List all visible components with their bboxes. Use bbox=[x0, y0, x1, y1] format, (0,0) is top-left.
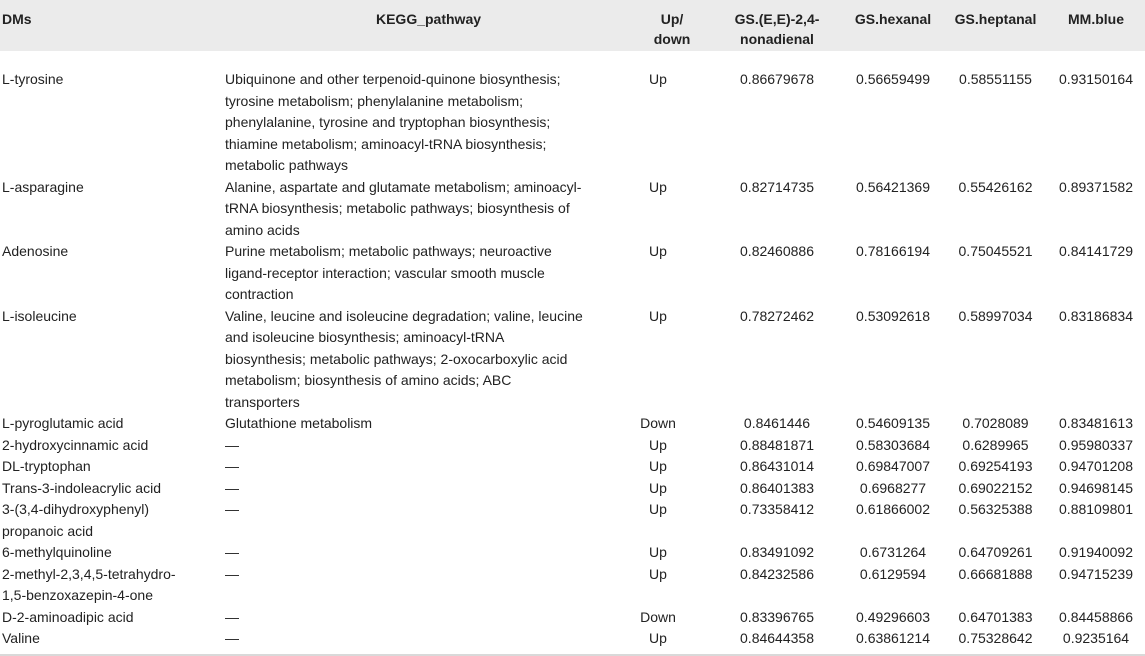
table-row bbox=[0, 306, 1145, 414]
cell-dm-line: 3-(3,4-dihydroxyphenyl) bbox=[2, 501, 150, 517]
cell-dm-line: L-pyroglutamic acid bbox=[2, 415, 124, 431]
cell-up-down: Up bbox=[649, 479, 667, 496]
cell-dm-line: Adenosine bbox=[2, 243, 69, 259]
cell-dm bbox=[0, 177, 225, 242]
cell-dm bbox=[0, 564, 225, 607]
cell-gs-hexanal: 0.58303684 bbox=[856, 436, 930, 453]
header-dms: DMs bbox=[2, 11, 32, 27]
cell-kegg-pathway-line: contraction bbox=[225, 286, 294, 302]
cell-kegg-pathway bbox=[225, 542, 632, 564]
cell-gs-hexanal: 0.6129594 bbox=[859, 565, 927, 582]
table-row bbox=[0, 628, 1145, 650]
cell-kegg-pathway-line: and isoleucine biosynthesis; aminoacyl-tRNA bbox=[225, 329, 505, 345]
cell-gs-nonadienal: 0.83491092 bbox=[740, 544, 814, 560]
cell-kegg-pathway-line: ligand-receptor interaction; vascular smooth muscle bbox=[225, 264, 545, 281]
header-up-down-line1: Up/ bbox=[660, 11, 684, 27]
cell-kegg-pathway-line: — bbox=[225, 544, 239, 560]
cell-dm-line: DL-tryptophan bbox=[2, 458, 91, 474]
cell-dm-line: D-2-aminoadipic acid bbox=[2, 608, 134, 625]
header-gs-nonadienal-line2: nonadienal bbox=[740, 31, 814, 47]
cell-dm bbox=[0, 607, 225, 629]
cell-kegg-pathway-line: thiamine metabolism; aminoacyl-tRNA biosynthesis; bbox=[225, 135, 547, 152]
cell-up-down: Up bbox=[649, 436, 667, 453]
cell-gs-hexanal: 0.49296603 bbox=[856, 608, 930, 625]
table-row bbox=[0, 241, 1145, 306]
table-header-row bbox=[0, 0, 1145, 51]
cell-gs-nonadienal: 0.82714735 bbox=[740, 178, 814, 195]
cell-gs-heptanal: 0.75045521 bbox=[958, 243, 1033, 259]
table-body bbox=[0, 51, 1145, 650]
cell-dm-line: 6-methylquinoline bbox=[2, 544, 112, 560]
cell-dm-line: L-asparagine bbox=[2, 178, 84, 195]
cell-kegg-pathway-line: — bbox=[225, 501, 239, 517]
cell-dm-line: L-tyrosine bbox=[2, 71, 64, 87]
cell-gs-hexanal: 0.54609135 bbox=[856, 415, 930, 431]
cell-mm-blue: 0.94715239 bbox=[1059, 565, 1133, 582]
cell-gs-heptanal: 0.55426162 bbox=[958, 178, 1033, 195]
cell-kegg-pathway-line: — bbox=[225, 608, 239, 625]
table-row bbox=[0, 177, 1145, 242]
cell-kegg-pathway-line: — bbox=[225, 479, 239, 496]
cell-kegg-pathway-line: tRNA biosynthesis; metabolic pathways; biosynthesis of bbox=[225, 200, 570, 216]
cell-gs-heptanal: 0.6289965 bbox=[962, 436, 1029, 453]
cell-dm-line: Trans-3-indoleacrylic acid bbox=[2, 479, 161, 496]
cell-up-down: Up bbox=[649, 544, 667, 560]
cell-dm bbox=[0, 456, 225, 478]
cell-up-down: Down bbox=[640, 415, 676, 431]
cell-gs-nonadienal: 0.8461446 bbox=[743, 415, 811, 431]
cell-up-down: Down bbox=[640, 608, 676, 625]
cell-mm-blue: 0.88109801 bbox=[1059, 501, 1133, 517]
cell-gs-heptanal: 0.75328642 bbox=[958, 630, 1033, 646]
cell-kegg-pathway bbox=[225, 177, 632, 242]
table-row bbox=[0, 456, 1145, 478]
table-row bbox=[0, 542, 1145, 564]
cell-kegg-pathway bbox=[225, 306, 632, 414]
cell-dm-line: propanoic acid bbox=[2, 522, 94, 539]
cell-dm bbox=[0, 51, 225, 177]
cell-dm bbox=[0, 628, 225, 650]
cell-kegg-pathway bbox=[225, 413, 632, 435]
cell-kegg-pathway-line: metabolism; biosynthesis of amino acids; ABC bbox=[225, 372, 512, 388]
cell-gs-heptanal: 0.69022152 bbox=[958, 479, 1033, 496]
cell-kegg-pathway-line: Glutathione metabolism bbox=[225, 415, 373, 431]
cell-gs-hexanal: 0.78166194 bbox=[856, 243, 930, 259]
cell-dm bbox=[0, 413, 225, 435]
cell-dm bbox=[0, 306, 225, 414]
cell-up-down: Up bbox=[649, 630, 667, 646]
cell-mm-blue: 0.95980337 bbox=[1059, 436, 1133, 453]
cell-mm-blue: 0.84141729 bbox=[1059, 243, 1133, 259]
cell-mm-blue: 0.94698145 bbox=[1059, 479, 1133, 496]
table-row bbox=[0, 435, 1145, 457]
cell-mm-blue: 0.89371582 bbox=[1059, 178, 1133, 195]
table-row bbox=[0, 499, 1145, 542]
cell-gs-heptanal: 0.7028089 bbox=[962, 415, 1029, 431]
header-mm-blue: MM.blue bbox=[1068, 11, 1124, 27]
cell-mm-blue: 0.9235164 bbox=[1062, 630, 1130, 646]
cell-kegg-pathway bbox=[225, 499, 632, 542]
cell-gs-hexanal: 0.61866002 bbox=[856, 501, 930, 517]
cell-gs-hexanal: 0.56659499 bbox=[856, 71, 930, 87]
cell-kegg-pathway bbox=[225, 51, 632, 177]
cell-dm bbox=[0, 542, 225, 564]
cell-kegg-pathway bbox=[225, 435, 632, 457]
cell-gs-heptanal: 0.58551155 bbox=[959, 71, 1032, 87]
cell-kegg-pathway-line: Ubiquinone and other terpenoid-quinone biosynthesis; bbox=[225, 71, 561, 87]
table-row bbox=[0, 607, 1145, 629]
cell-kegg-pathway-line: — bbox=[225, 565, 239, 582]
cell-kegg-pathway-line: tyrosine metabolism; phenylalanine metabolism; bbox=[225, 92, 524, 109]
cell-kegg-pathway-line: phenylalanine, tyrosine and tryptophan biosynthesis; bbox=[225, 114, 551, 130]
cell-kegg-pathway-line: metabolic pathways bbox=[225, 157, 348, 173]
cell-dm bbox=[0, 435, 225, 457]
cell-dm-line: 2-hydroxycinnamic acid bbox=[2, 436, 149, 453]
cell-gs-heptanal: 0.58997034 bbox=[958, 307, 1033, 324]
cell-gs-heptanal: 0.69254193 bbox=[958, 458, 1033, 474]
cell-kegg-pathway-line: Valine, leucine and isoleucine degradation; valine, leucine bbox=[225, 307, 583, 324]
cell-kegg-pathway-line: Purine metabolism; metabolic pathways; neuroactive bbox=[225, 243, 552, 259]
cell-dm bbox=[0, 241, 225, 306]
table-row bbox=[0, 564, 1145, 607]
cell-kegg-pathway-line: biosynthesis; metabolic pathways; 2-oxocarboxylic acid bbox=[225, 350, 568, 367]
cell-gs-nonadienal: 0.83396765 bbox=[740, 608, 814, 625]
cell-gs-heptanal: 0.64709261 bbox=[958, 544, 1033, 560]
cell-gs-nonadienal: 0.88481871 bbox=[740, 436, 814, 453]
cell-mm-blue: 0.93150164 bbox=[1059, 71, 1133, 87]
cell-kegg-pathway-line: — bbox=[225, 458, 239, 474]
cell-gs-nonadienal: 0.86679678 bbox=[740, 71, 814, 87]
header-up-down-line2: down bbox=[653, 31, 691, 47]
cell-mm-blue: 0.91940092 bbox=[1059, 544, 1133, 560]
table-row bbox=[0, 51, 1145, 177]
header-gs-nonadienal-line1: GS.(E,E)-2,4- bbox=[734, 11, 820, 27]
cell-mm-blue: 0.94701208 bbox=[1059, 458, 1133, 474]
cell-kegg-pathway-line: transporters bbox=[225, 393, 300, 410]
cell-kegg-pathway bbox=[225, 564, 632, 607]
cell-up-down: Up bbox=[649, 458, 667, 474]
cell-gs-hexanal: 0.56421369 bbox=[856, 178, 930, 195]
cell-mm-blue: 0.83481613 bbox=[1059, 415, 1133, 431]
header-up-down bbox=[632, 0, 712, 51]
cell-kegg-pathway bbox=[225, 628, 632, 650]
cell-kegg-pathway-line: amino acids bbox=[225, 221, 300, 238]
cell-dm bbox=[0, 478, 225, 500]
cell-gs-nonadienal: 0.73358412 bbox=[740, 501, 814, 517]
cell-kegg-pathway-line: Alanine, aspartate and glutamate metabolism; aminoacyl- bbox=[225, 178, 582, 195]
header-kegg-pathway: KEGG_pathway bbox=[375, 11, 482, 27]
cell-mm-blue: 0.84458866 bbox=[1059, 608, 1133, 625]
cell-gs-nonadienal: 0.86431014 bbox=[740, 458, 814, 474]
cell-gs-hexanal: 0.6731264 bbox=[859, 544, 927, 560]
cell-gs-nonadienal: 0.78272462 bbox=[740, 307, 814, 324]
cell-dm-line: 2-methyl-2,3,4,5-tetrahydro- bbox=[2, 565, 176, 582]
cell-up-down: Up bbox=[649, 178, 667, 195]
cell-gs-heptanal: 0.56325388 bbox=[958, 501, 1033, 517]
cell-up-down: Up bbox=[649, 307, 667, 324]
cell-kegg-pathway bbox=[225, 478, 632, 500]
cell-gs-nonadienal: 0.82460886 bbox=[740, 243, 814, 259]
cell-up-down: Up bbox=[649, 501, 667, 517]
cell-gs-heptanal: 0.66681888 bbox=[958, 565, 1033, 582]
cell-dm-line: Valine bbox=[2, 630, 40, 646]
cell-gs-hexanal: 0.63861214 bbox=[856, 630, 930, 646]
cell-kegg-pathway bbox=[225, 456, 632, 478]
cell-gs-hexanal: 0.6968277 bbox=[859, 479, 927, 496]
cell-kegg-pathway-line: — bbox=[225, 630, 239, 646]
cell-dm bbox=[0, 499, 225, 542]
table-row bbox=[0, 413, 1145, 435]
cell-gs-nonadienal: 0.84232586 bbox=[740, 565, 814, 582]
cell-kegg-pathway bbox=[225, 241, 632, 306]
cell-gs-nonadienal: 0.86401383 bbox=[740, 479, 814, 496]
cell-mm-blue: 0.83186834 bbox=[1059, 307, 1133, 324]
cell-up-down: Up bbox=[649, 243, 667, 259]
header-gs-hexanal: GS.hexanal bbox=[854, 11, 932, 27]
cell-dm-line: 1,5-benzoxazepin-4-one bbox=[2, 587, 153, 603]
cell-gs-hexanal: 0.53092618 bbox=[856, 307, 930, 324]
cell-gs-heptanal: 0.64701383 bbox=[958, 608, 1033, 625]
cell-gs-hexanal: 0.69847007 bbox=[856, 458, 930, 474]
table-row bbox=[0, 478, 1145, 500]
cell-up-down: Up bbox=[649, 565, 667, 582]
cell-kegg-pathway bbox=[225, 607, 632, 629]
header-gs-heptanal: GS.heptanal bbox=[954, 11, 1037, 27]
cell-kegg-pathway-line: — bbox=[225, 436, 239, 453]
cell-dm-line: L-isoleucine bbox=[2, 307, 77, 324]
header-gs-nonadienal bbox=[712, 0, 842, 51]
cell-up-down: Up bbox=[649, 71, 667, 87]
cell-gs-nonadienal: 0.84644358 bbox=[740, 630, 814, 646]
